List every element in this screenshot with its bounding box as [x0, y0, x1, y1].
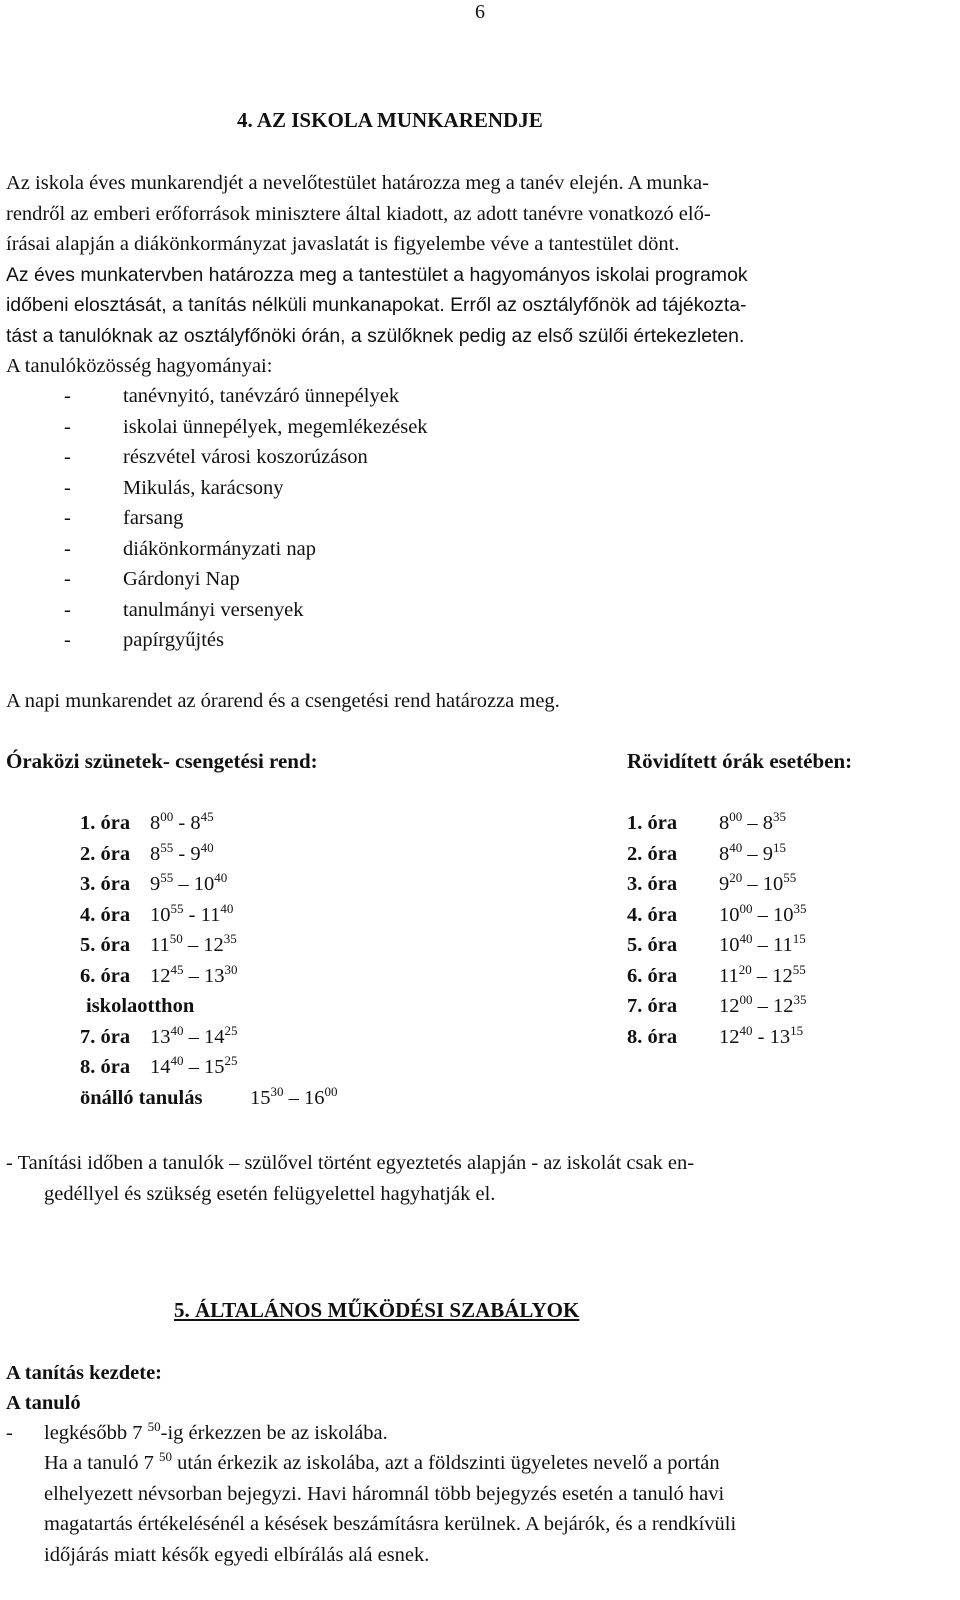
schedule-row	[80, 961, 238, 992]
time-separator: –	[188, 1025, 199, 1048]
start-minute: 40	[739, 1022, 753, 1038]
list-item	[64, 442, 428, 473]
end-minute: 45	[200, 809, 214, 824]
time-separator: –	[757, 903, 768, 926]
arrival-rule	[6, 1418, 388, 1448]
list-item	[64, 625, 428, 656]
start-minute: 45	[170, 961, 184, 977]
period-label: önálló tanulás	[80, 1086, 203, 1109]
start-hour: 8	[719, 812, 730, 834]
start-minute: 55	[160, 839, 174, 855]
end-minute: 15	[790, 1022, 804, 1038]
start-hour: 14	[150, 1056, 171, 1078]
schedule-row	[80, 839, 214, 870]
end-minute: 55	[783, 870, 797, 885]
start-hour: 11	[719, 964, 739, 987]
start-hour: 12	[719, 995, 740, 1017]
schedule-row	[80, 1083, 338, 1114]
late-first-post: után érkezik az iskolába, azt a földszinti ügyeletes nevelő a portán	[172, 1452, 720, 1474]
end-hour: 15	[204, 1056, 225, 1078]
period-label: 3. óra	[627, 873, 678, 895]
start-hour: 12	[150, 964, 171, 987]
arrival-rule-minutes: 50	[147, 1419, 161, 1434]
start-hour: 12	[719, 1025, 740, 1048]
period-label: 8. óra	[80, 1056, 131, 1078]
period-time	[150, 839, 214, 870]
schedule-row	[627, 991, 807, 1022]
dash-bullet: -	[64, 415, 71, 438]
start-hour: 8	[719, 842, 730, 865]
end-minute: 40	[200, 839, 214, 855]
time-separator: –	[747, 812, 758, 834]
end-minute: 30	[224, 961, 238, 977]
start-hour: 11	[150, 934, 170, 956]
list-item-text: tanulmányi versenyek	[123, 598, 304, 621]
period-time	[719, 869, 796, 900]
end-minute: 25	[224, 1022, 238, 1038]
period-time	[150, 961, 238, 992]
dash-bullet: -	[64, 568, 71, 590]
late-first-pre: Ha a tanuló 7	[44, 1452, 159, 1474]
end-hour: 9	[190, 842, 201, 865]
list-item-text: diákönkormányzati nap	[123, 537, 316, 560]
start-hour: 8	[150, 812, 161, 834]
intro-line: tást a tanulóknak az osztályfőnöki órán, a szülőknek pedig az első szülői értekezleten.	[6, 324, 745, 347]
period-time	[719, 991, 807, 1022]
time-separator: -	[757, 1025, 765, 1048]
period-label: 7. óra	[80, 1025, 131, 1048]
schedule-row	[80, 930, 237, 961]
time-separator: –	[757, 995, 768, 1017]
end-minute: 35	[773, 809, 786, 824]
list-item-text: papírgyűjtés	[123, 629, 224, 651]
time-separator: –	[757, 934, 768, 956]
short-schedule-list	[627, 808, 807, 1052]
schedule-row	[627, 839, 786, 870]
start-hour: 8	[150, 842, 161, 865]
end-minute: 40	[220, 900, 234, 916]
time-separator: –	[187, 934, 199, 956]
section-4-title: 4. AZ ISKOLA MUNKARENDJE	[237, 108, 543, 132]
start-hour: 13	[150, 1025, 171, 1048]
time-separator: –	[288, 1086, 299, 1109]
schedule-row	[627, 1022, 804, 1053]
late-arrival-paragraph	[44, 1448, 939, 1570]
period-time	[719, 1022, 803, 1053]
start-hour: 9	[150, 873, 161, 895]
list-item	[64, 381, 428, 412]
end-minute: 35	[793, 900, 807, 916]
end-minute: 35	[793, 992, 807, 1007]
list-item-text: Gárdonyi Nap	[123, 568, 240, 590]
end-hour: 8	[762, 812, 773, 834]
start-hour: 15	[250, 1086, 271, 1109]
end-hour: 13	[769, 1025, 791, 1048]
period-label: 5. óra	[627, 934, 678, 956]
end-hour: 12	[772, 964, 793, 987]
time-separator: –	[756, 964, 768, 987]
period-label: 2. óra	[80, 842, 131, 865]
period-time	[719, 808, 786, 839]
section-5-title: 5. ÁLTALÁNOS MŰKÖDÉSI SZABÁLYOK	[174, 1298, 580, 1322]
list-item-text: farsang	[123, 507, 184, 529]
end-minute: 25	[224, 1053, 238, 1068]
late-arrival-line: időjárás miatt késők egyedi elbírálás alá esnek.	[44, 1543, 430, 1566]
intro-line: időbeni elosztását, a tanítás nélküli munkanapokat. Erről az osztályfőnök ad tájékozta-	[6, 294, 747, 316]
period-time	[150, 900, 233, 931]
period-label: 4. óra	[80, 903, 131, 926]
start-minute: 00	[160, 809, 174, 824]
end-hour: 16	[304, 1086, 325, 1109]
period-label: 8. óra	[627, 1025, 678, 1048]
period-label: 4. óra	[627, 903, 678, 926]
teaching-start-heading: A tanítás kezdete:	[6, 1362, 163, 1384]
end-hour: 11	[200, 903, 221, 926]
late-arrival-line	[44, 1448, 939, 1479]
period-label: 6. óra	[627, 964, 678, 987]
schedule-row	[80, 900, 234, 931]
list-item-text: Mikulás, karácsony	[123, 476, 284, 499]
period-time	[150, 869, 227, 900]
late-arrival-line: elhelyezett névsorban bejegyzi. Havi háromnál több bejegyzés esetén a tanuló havi	[44, 1482, 725, 1505]
list-item-text: iskolai ünnepélyek, megemlékezések	[123, 415, 428, 438]
intro-line: rendről az emberi erőforrások minisztere által kiadott, az adott tanévre vonatkozó elő-	[6, 202, 711, 225]
dash-bullet: -	[6, 1422, 13, 1444]
list-item	[64, 503, 428, 534]
period-label: iskolaotthon	[86, 995, 195, 1017]
start-minute: 50	[169, 931, 183, 946]
list-item	[64, 473, 428, 504]
start-minute: 00	[739, 900, 753, 916]
schedule-row	[627, 808, 786, 839]
end-minute: 15	[792, 931, 806, 946]
end-hour: 12	[773, 995, 794, 1017]
schedule-row	[80, 808, 214, 839]
end-hour: 8	[190, 812, 201, 834]
end-minute: 15	[773, 839, 786, 855]
start-minute: 55	[170, 900, 184, 916]
period-time	[150, 808, 214, 839]
start-hour: 10	[719, 903, 740, 926]
late-arrival-line: magatartás értékelésénél a késések beszámításra kerülnek. A bejárók, és a rendkívüli	[44, 1513, 737, 1535]
start-minute: 30	[270, 1083, 284, 1099]
time-separator: -	[178, 842, 186, 865]
period-label: 1. óra	[627, 812, 678, 834]
start-minute: 00	[729, 809, 743, 824]
start-hour: 9	[719, 873, 730, 895]
bell-schedule-heading: Óraközi szünetek- csengetési rend:	[6, 749, 318, 773]
daily-schedule-text: A napi munkarendet az órarend és a csengetési rend határozza meg.	[6, 690, 560, 712]
dash-bullet: -	[64, 446, 71, 468]
schedule-row	[80, 1052, 238, 1083]
period-label: 7. óra	[627, 995, 678, 1017]
end-hour: 10	[193, 873, 215, 895]
end-hour: 14	[204, 1025, 225, 1048]
intro-line: Az éves munkatervben határozza meg a tantestület a hagyományos iskolai programok	[6, 263, 748, 286]
period-label: 6. óra	[80, 964, 131, 987]
start-minute: 20	[729, 870, 743, 885]
start-minute: 40	[729, 839, 743, 855]
short-schedule-heading: Rövidített órák esetében:	[627, 749, 853, 773]
period-label: 5. óra	[80, 934, 131, 956]
leave-note-line: - Tanítási időben a tanulók – szülővel történt egyeztetés alapján - az iskolát csak en-	[6, 1152, 695, 1174]
schedule-row	[627, 961, 806, 992]
schedule-row	[80, 869, 228, 900]
end-hour: 11	[773, 934, 793, 956]
period-label: 2. óra	[627, 842, 678, 865]
leave-note-paragraph	[6, 1148, 939, 1209]
period-label: 1. óra	[80, 812, 131, 834]
dash-bullet: -	[64, 629, 71, 651]
late-first-minutes: 50	[159, 1449, 172, 1464]
bell-schedule-list	[80, 808, 338, 1113]
arrival-rule-post: -ig érkezzen be az iskolába.	[160, 1422, 388, 1444]
period-time	[150, 1052, 238, 1083]
traditions-heading: A tanulóközösség hagyományai:	[6, 355, 273, 377]
list-item	[64, 564, 428, 595]
schedule-row	[627, 900, 807, 931]
time-separator: –	[178, 873, 189, 895]
start-minute: 55	[160, 870, 174, 885]
schedule-row	[80, 991, 202, 1022]
time-separator: –	[188, 1056, 199, 1078]
start-minute: 40	[739, 931, 753, 946]
end-hour: 12	[203, 934, 224, 956]
end-hour: 13	[204, 964, 225, 987]
period-time	[719, 961, 806, 992]
start-minute: 20	[738, 961, 752, 977]
period-time	[719, 930, 806, 961]
intro-line: Az iskola éves munkarendjét a nevelőtestület határozza meg a tanév elején. A munka-	[6, 172, 709, 194]
end-minute: 55	[792, 961, 806, 977]
period-time	[719, 839, 786, 870]
time-separator: -	[188, 903, 196, 926]
dash-bullet: -	[64, 476, 71, 499]
start-minute: 40	[170, 1022, 184, 1038]
traditions-list	[64, 381, 428, 656]
leave-note-line: gedéllyel és szükség esetén felügyelettel hagyhatják el.	[44, 1182, 496, 1205]
period-time	[719, 900, 807, 931]
schedule-row	[627, 869, 797, 900]
intro-line: írásai alapján a diákönkormányzat javaslatát is figyelembe véve a tantestület dönt.	[6, 233, 680, 255]
time-separator: -	[178, 812, 186, 834]
list-item-text: részvétel városi koszorúzáson	[123, 446, 368, 468]
student-heading: A tanuló	[6, 1392, 81, 1414]
list-item	[64, 595, 428, 626]
intro-paragraph	[6, 168, 939, 382]
dash-bullet: -	[64, 537, 71, 560]
dash-bullet: -	[64, 385, 71, 407]
start-minute: 40	[170, 1053, 184, 1068]
schedule-row	[627, 930, 806, 961]
period-label: 3. óra	[80, 873, 131, 895]
dash-bullet: -	[64, 598, 71, 621]
end-hour: 10	[762, 873, 784, 895]
time-separator: –	[747, 842, 758, 865]
arrival-rule-pre: legkésőbb 7	[44, 1422, 148, 1444]
start-hour: 10	[719, 934, 740, 956]
list-item	[64, 534, 428, 565]
list-item-text: tanévnyitó, tanévzáró ünnepélyek	[123, 385, 400, 407]
end-minute: 00	[324, 1083, 338, 1099]
start-minute: 00	[739, 992, 753, 1007]
end-minute: 40	[214, 870, 228, 885]
list-item	[64, 412, 428, 443]
period-time	[150, 930, 237, 961]
end-hour: 10	[773, 903, 794, 926]
end-hour: 9	[762, 842, 773, 865]
period-time	[150, 1022, 238, 1053]
page-number: 6	[475, 1, 485, 23]
start-hour: 10	[150, 903, 171, 926]
end-minute: 35	[223, 931, 237, 946]
time-separator: –	[188, 964, 199, 987]
schedule-row	[80, 1022, 238, 1053]
dash-bullet: -	[64, 507, 71, 529]
time-separator: –	[747, 873, 758, 895]
period-time	[250, 1083, 338, 1114]
